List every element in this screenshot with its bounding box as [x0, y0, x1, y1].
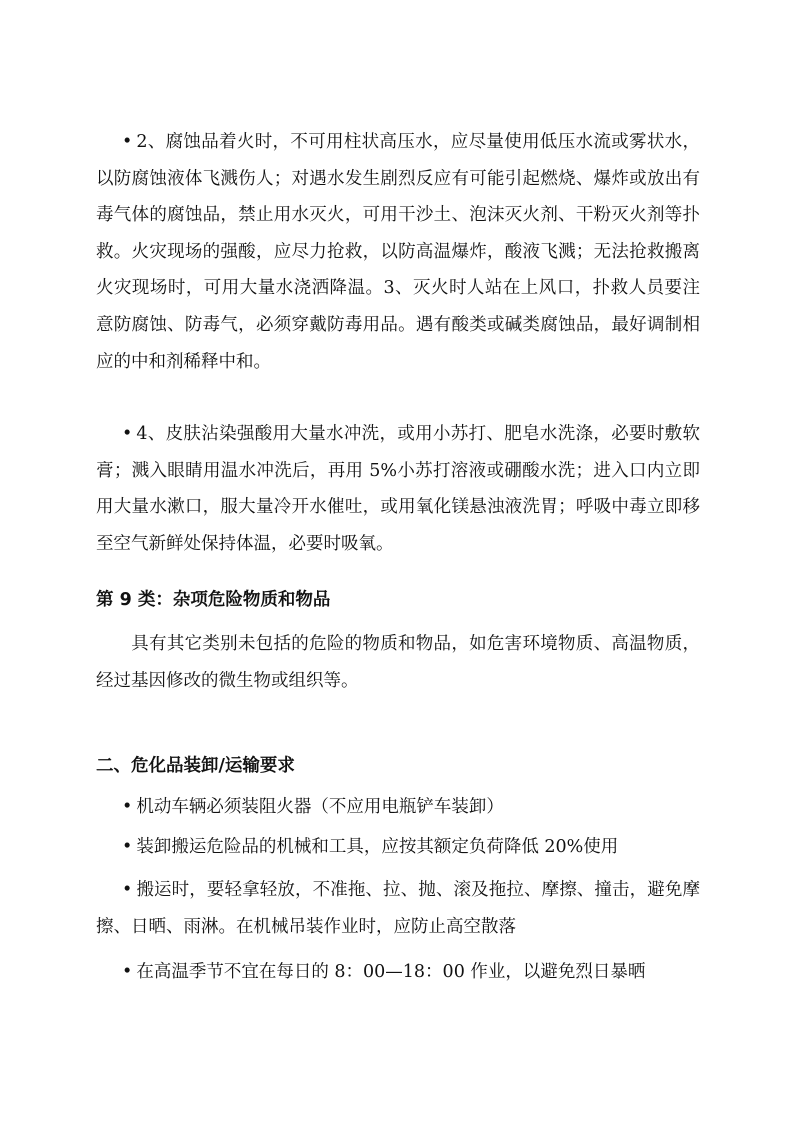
bullet-icon: •: [122, 880, 133, 900]
paragraph-text: 具有其它类别未包括的危险的物质和物品，如危害环境物质、高温物质，经过基因修改的微生物或组织等。: [96, 634, 700, 691]
heading-section-2: 二、危化品装卸/运输要求: [96, 756, 295, 776]
list-item-text: 机动车辆必须装阻火器（不应用电瓶铲车装卸）: [136, 797, 504, 817]
bullet-icon: •: [122, 837, 133, 857]
paragraph-class-9-description: [96, 626, 700, 699]
heading-class-9: 第 9 类：杂项危险物质和物品: [96, 590, 331, 610]
list-item: [96, 829, 700, 866]
bullet-icon: •: [122, 797, 133, 817]
bullet-icon: •: [122, 962, 133, 982]
list-item: [96, 954, 700, 991]
list-item: [96, 789, 700, 826]
bullet-icon: •: [122, 132, 133, 152]
bullet-icon: •: [122, 424, 133, 444]
list-item-text: 搬运时，要轻拿轻放，不准拖、拉、抛、滚及拖拉、摩擦、撞击，避免摩擦、日晒、雨淋。在机械吊装作业时，应防止高空散落: [96, 880, 700, 937]
paragraph-skin-contact: [96, 416, 700, 562]
paragraph-text: 2、腐蚀品着火时，不可用柱状高压水，应尽量使用低压水流或雾状水，以防腐蚀液体飞溅伤人；对遇水发生剧烈反应有可能引起燃烧、爆炸或放出有毒气体的腐蚀品，禁止用水灭火，可用干沙土、泡沫灭火剂、干粉灭火剂等扑救。火灾现场的强酸，应尽力抢救，以防高温爆炸，酸液飞溅；无法抢救搬离火灾现场时，可用大量水浇洒降温。3、灭火时人站在上风口，扑救人员要注意防腐蚀、防毒气，必须穿戴防毒用品。遇有酸类或碱类腐蚀品，最好调制相应的中和剂稀释中和。: [96, 132, 700, 372]
list-item: [96, 872, 700, 945]
paragraph-corrosive-fire: [96, 124, 700, 380]
paragraph-text: 4、皮肤沾染强酸用大量水冲洗，或用小苏打、肥皂水洗涤，必要时敷软膏；溅入眼睛用温水冲洗后，再用 5%小苏打溶液或硼酸水洗；进入口内立即用大量水漱口，服大量冷开水催吐，或用氧化镁悬浊液洗胃；呼吸中毒立即移至空气新鲜处保持体温，必要时吸氧。: [96, 424, 700, 554]
list-item-text: 在高温季节不宜在每日的 8：00—18：00 作业，以避免烈日暴晒: [136, 962, 646, 982]
list-item-text: 装卸搬运危险品的机械和工具，应按其额定负荷降低 20%使用: [136, 837, 619, 857]
